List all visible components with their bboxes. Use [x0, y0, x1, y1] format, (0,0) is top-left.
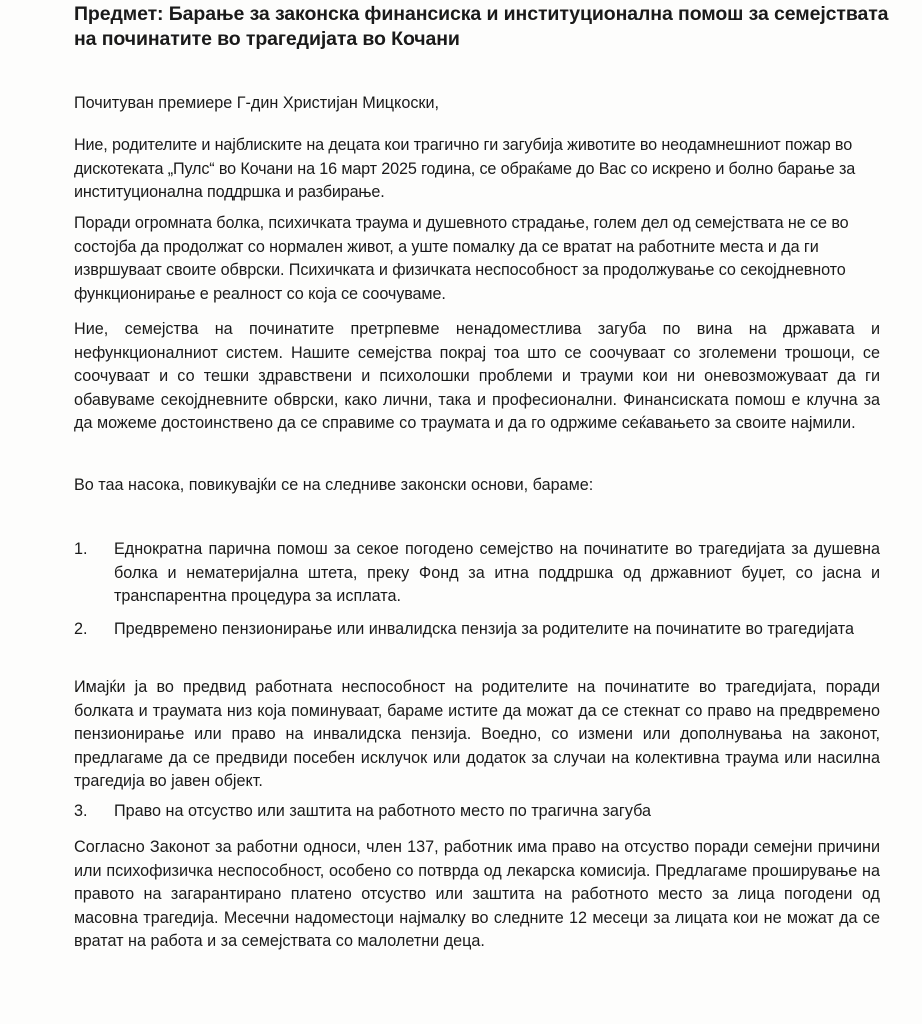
request-item-2-explanation: Имајќи ја во предвид работната неспособност на родителите на починатите во трагедијата, поради болката и траумата низ која поминуваат, бараме истите да можат да се стекнат со право на предвремено пензионирање или право на инвалидска пензија. Воедно, со измени или дополнувања на законот, предлагаме да се предвиди посебен исклучок или додаток за случаи на колективна траума или насилна трагедија во јавен објект.: [74, 678, 880, 790]
subject-heading: Предмет: Барање за законска финансиска и институционална помош за семејствата на починатите во трагедијата во Кочани: [74, 3, 889, 50]
paragraph-trauma: Поради огромната болка, психичката траума и душевното страдање, голем дел од семејствата не се во состојба да продолжат со нормален живот, а уште помалку да се вратат на работните места и да ги извршуваат своите обврски. Психичката и физичката неспособност за продолжување со секојдневното функционирање е реалност со која се соочуваме.: [74, 214, 849, 303]
item-number: 3.: [74, 802, 88, 820]
request-item-1: [74, 538, 880, 609]
request-item-3-explanation: Согласно Законот за работни односи, член 137, работник има право на отсуство поради семејни причини или психофизичка неспособност, особено со потврда од лекарска комисија. Предлагаме проширување на правото на загарантирано платено отсуство или заштита на работното место за лица погодени од масовна трагедија. Месечни надоместоци најмалку во следните 12 месеци за лицата кои не можат да се вратат на работа и за семејствата со малолетни деца.: [74, 838, 880, 950]
request-item-2: [74, 618, 880, 642]
salutation: Почитуван премиере Г-дин Христијан Мицкоски,: [74, 94, 440, 112]
item-text: Еднократна парична помош за секое погодено семејство на починатите во трагедијата за душевна болка и нематеријална штета, преку Фонд за итна поддршка од државниот буџет, со јасна и транспарентна процедура за исплата.: [114, 540, 880, 605]
item-number: 1.: [74, 540, 88, 558]
paragraph-requests-intro: Во таа насока, повикувајќи се на следниве законски основи, бараме:: [74, 476, 594, 494]
item-text: Право на отсуство или заштита на работното место по трагична загуба: [114, 802, 651, 820]
request-item-3: [74, 800, 880, 824]
item-text: Предвремено пензионирање или инвалидска пензија за родителите на починатите во трагедијата: [114, 620, 854, 638]
paragraph-intro: Ние, родителите и најблиските на децата кои трагично ги загубија животите во неодамнешниот пожар во дискотеката „Пулс“ во Кочани на 16 март 2025 година, се обраќаме до Вас со искрено и болно барање за институционална поддршка и разбирање.: [74, 136, 856, 201]
paragraph-loss: Ние, семејства на починатите претрпевме ненадоместлива загуба по вина на државата и нефункционалниот систем. Нашите семејства покрај тоа што се соочуваат со зголемени трошоци, се соочуваат и со тешки здравствени и психолошки проблеми и трауми кои ни оневозможуваат да ги обавуваме секојдневните обврски, како лични, така и професионални. Финансиската помош е клучна за да можеме достоинствено да се справиме со траумата и да го одржиме сеќавањето за своите најмили.: [74, 320, 880, 432]
item-number: 2.: [74, 620, 88, 638]
